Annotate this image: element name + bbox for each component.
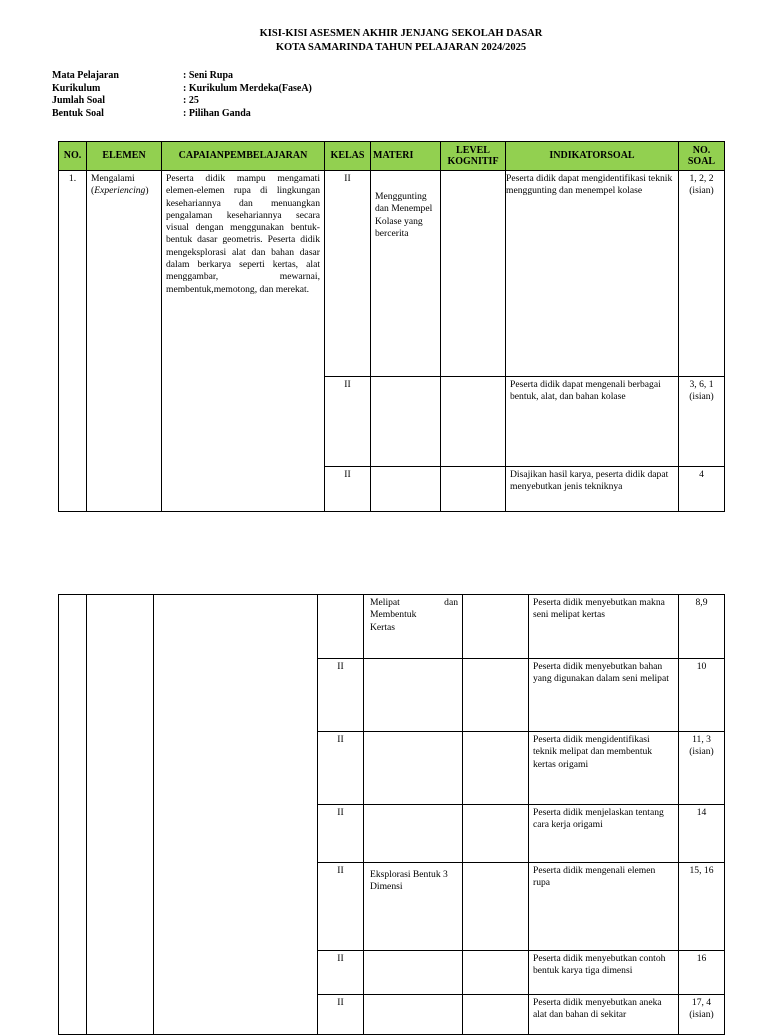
cell-elemen <box>87 171 162 512</box>
header-level-kognitif <box>441 142 506 171</box>
cell-indikator: Peserta didik dapat mengenali berbagai bentuk, alat, dan bahan kolase <box>506 377 679 467</box>
header-materi: MATERI <box>371 142 441 171</box>
cell-no-soal <box>679 732 725 805</box>
cell-materi <box>364 951 463 995</box>
meta-row-bentuk-soal <box>52 108 312 121</box>
soal-numbers: 11, 3 <box>692 734 711 745</box>
cell-kelas: II <box>318 863 364 951</box>
cell-level-kognitif <box>463 863 529 951</box>
cell-kelas: II <box>318 995 364 1035</box>
cell-no-soal <box>679 171 725 377</box>
cell-level-kognitif <box>463 995 529 1035</box>
header-nosoal-line-1: NO. <box>692 144 711 156</box>
table-row <box>59 595 725 659</box>
cell-kelas <box>318 595 364 659</box>
cell-no-soal <box>679 377 725 467</box>
cell-no-soal <box>679 951 725 995</box>
soal-numbers: 17, 4 <box>691 997 712 1008</box>
kisi-kisi-table-page-1 <box>58 141 725 512</box>
cell-indikator: Peserta didik mengidentifikasi teknik melipat dan membentuk kertas origami <box>529 732 679 805</box>
soal-numbers: 10 <box>696 661 707 672</box>
header-no-soal <box>679 142 725 171</box>
soal-note: (isian) <box>689 746 714 758</box>
meta-row-kurikulum <box>52 83 312 96</box>
cell-materi <box>364 732 463 805</box>
cell-kelas: II <box>325 467 371 512</box>
cell-level-kognitif <box>463 595 529 659</box>
cell-materi <box>364 805 463 863</box>
cell-indikator: Peserta didik menjelaskan tentang cara kerja origami <box>529 805 679 863</box>
cell-level-kognitif <box>441 377 506 467</box>
elemen-translation: (Experiencing) <box>91 185 149 197</box>
cell-materi <box>371 467 441 512</box>
soal-numbers: 14 <box>696 807 707 818</box>
header-no: NO. <box>59 142 87 171</box>
elemen-translation-italic: Experiencing <box>94 185 146 197</box>
meta-label: Jumlah Soal <box>52 95 106 106</box>
cell-materi <box>364 659 463 732</box>
header-kelas: KELAS <box>325 142 371 171</box>
elemen-name: Mengalami <box>91 173 135 184</box>
header-level-line-2: KOGNITIF <box>447 156 499 167</box>
cell-no <box>59 595 87 1035</box>
soal-numbers: 15, 16 <box>689 865 714 876</box>
meta-value: : 25 <box>183 95 199 106</box>
meta-value: : Pilihan Ganda <box>183 107 251 119</box>
document-title-line-1: KISI-KISI ASESMEN AKHIR JENJANG SEKOLAH DASAR <box>259 28 543 39</box>
header-indikator-soal: INDIKATORSOAL <box>506 142 679 171</box>
header-nosoal-line-2: SOAL <box>687 156 716 167</box>
meta-row-jumlah-soal <box>52 95 312 108</box>
materi-word: Melipat <box>370 597 400 608</box>
header-level-line-1: LEVEL <box>456 144 490 156</box>
cell-indikator: Peserta didik mengenali elemen rupa <box>529 863 679 951</box>
header-elemen: ELEMEN <box>87 142 162 171</box>
table-header-row <box>59 142 725 171</box>
cell-kelas: II <box>318 805 364 863</box>
cell-no-soal <box>679 659 725 732</box>
materi-line <box>370 597 458 609</box>
meta-label: Mata Pelajaran <box>52 70 119 81</box>
cell-kelas: II <box>325 377 371 467</box>
cell-kelas: II <box>318 732 364 805</box>
cell-level-kognitif <box>441 467 506 512</box>
meta-value: : Kurikulum Merdeka(FaseA) <box>183 82 312 94</box>
cell-materi <box>364 995 463 1035</box>
cell-indikator: Peserta didik menyebutkan bahan yang digunakan dalam seni melipat <box>529 659 679 732</box>
soal-note: (isian) <box>689 391 714 403</box>
cell-kelas: II <box>325 171 371 377</box>
soal-numbers: 16 <box>696 953 707 964</box>
cell-materi <box>364 595 463 659</box>
materi-rest: Membentuk Kertas <box>370 609 417 633</box>
meta-row-mata-pelajaran <box>52 70 312 83</box>
cell-indikator: Peserta didik menyebutkan aneka alat dan bahan di sekitar <box>529 995 679 1035</box>
cell-no-soal <box>679 863 725 951</box>
soal-note: (isian) <box>689 1009 714 1021</box>
meta-value: : Seni Rupa <box>183 70 234 81</box>
cell-level-kognitif <box>463 951 529 995</box>
kisi-kisi-table-page-2 <box>58 594 725 1035</box>
cell-level-kognitif <box>441 171 506 377</box>
document-meta <box>52 70 312 120</box>
meta-label: Bentuk Soal <box>52 107 104 119</box>
cell-indikator: Disajikan hasil karya, peserta didik dapat menyebutkan jenis tekniknya <box>506 467 679 512</box>
cell-indikator: Peserta didik menyebutkan contoh bentuk karya tiga dimensi <box>529 951 679 995</box>
materi-word: dan <box>444 597 458 608</box>
cell-level-kognitif <box>463 732 529 805</box>
cell-no: 1. <box>59 171 87 512</box>
cell-capaian-pembelajaran: Peserta didik mampu mengamati elemen-elemen rupa di lingkungan kesehariannya dan menuangkan pengalaman kesehariannya secara visual dengan menggunakan bentuk-bentuk dasar geometris. Peserta didik mengeksplorasi alat dan bahan dasar dalam berkarya seperti kertas, alat menggambar, mewarnai, membentuk,memotong, dan merekat. <box>162 171 325 512</box>
cell-level-kognitif <box>463 805 529 863</box>
soal-numbers: 1, 2, 2 <box>689 173 714 184</box>
document-title-line-2: KOTA SAMARINDA TAHUN PELAJARAN 2024/2025 <box>275 42 527 53</box>
soal-numbers: 3, 6, 1 <box>689 379 714 390</box>
cell-no-soal <box>679 595 725 659</box>
cell-materi: Menggunting dan Menempel Kolase yang bercerita <box>371 171 441 377</box>
cell-capaian-pembelajaran <box>154 595 318 1035</box>
soal-numbers: 8,9 <box>695 597 708 608</box>
meta-label: Kurikulum <box>52 82 101 94</box>
soal-note: (isian) <box>689 185 714 197</box>
cell-materi: Eksplorasi Bentuk 3 Dimensi <box>364 863 463 951</box>
cell-kelas: II <box>318 659 364 732</box>
cell-indikator: Peserta didik dapat mengidentifikasi teknik menggunting dan menempel kolase <box>506 171 679 377</box>
cell-no-soal <box>679 805 725 863</box>
table-row <box>59 171 725 377</box>
soal-numbers: 4 <box>699 469 704 480</box>
cell-materi <box>371 377 441 467</box>
cell-level-kognitif <box>463 659 529 732</box>
header-capaian-pembelajaran: CAPAIANPEMBELAJARAN <box>162 142 325 171</box>
cell-no-soal <box>679 995 725 1035</box>
cell-no-soal <box>679 467 725 512</box>
cell-indikator: Peserta didik menyebutkan makna seni melipat kertas <box>529 595 679 659</box>
cell-elemen <box>87 595 154 1035</box>
cell-kelas: II <box>318 951 364 995</box>
